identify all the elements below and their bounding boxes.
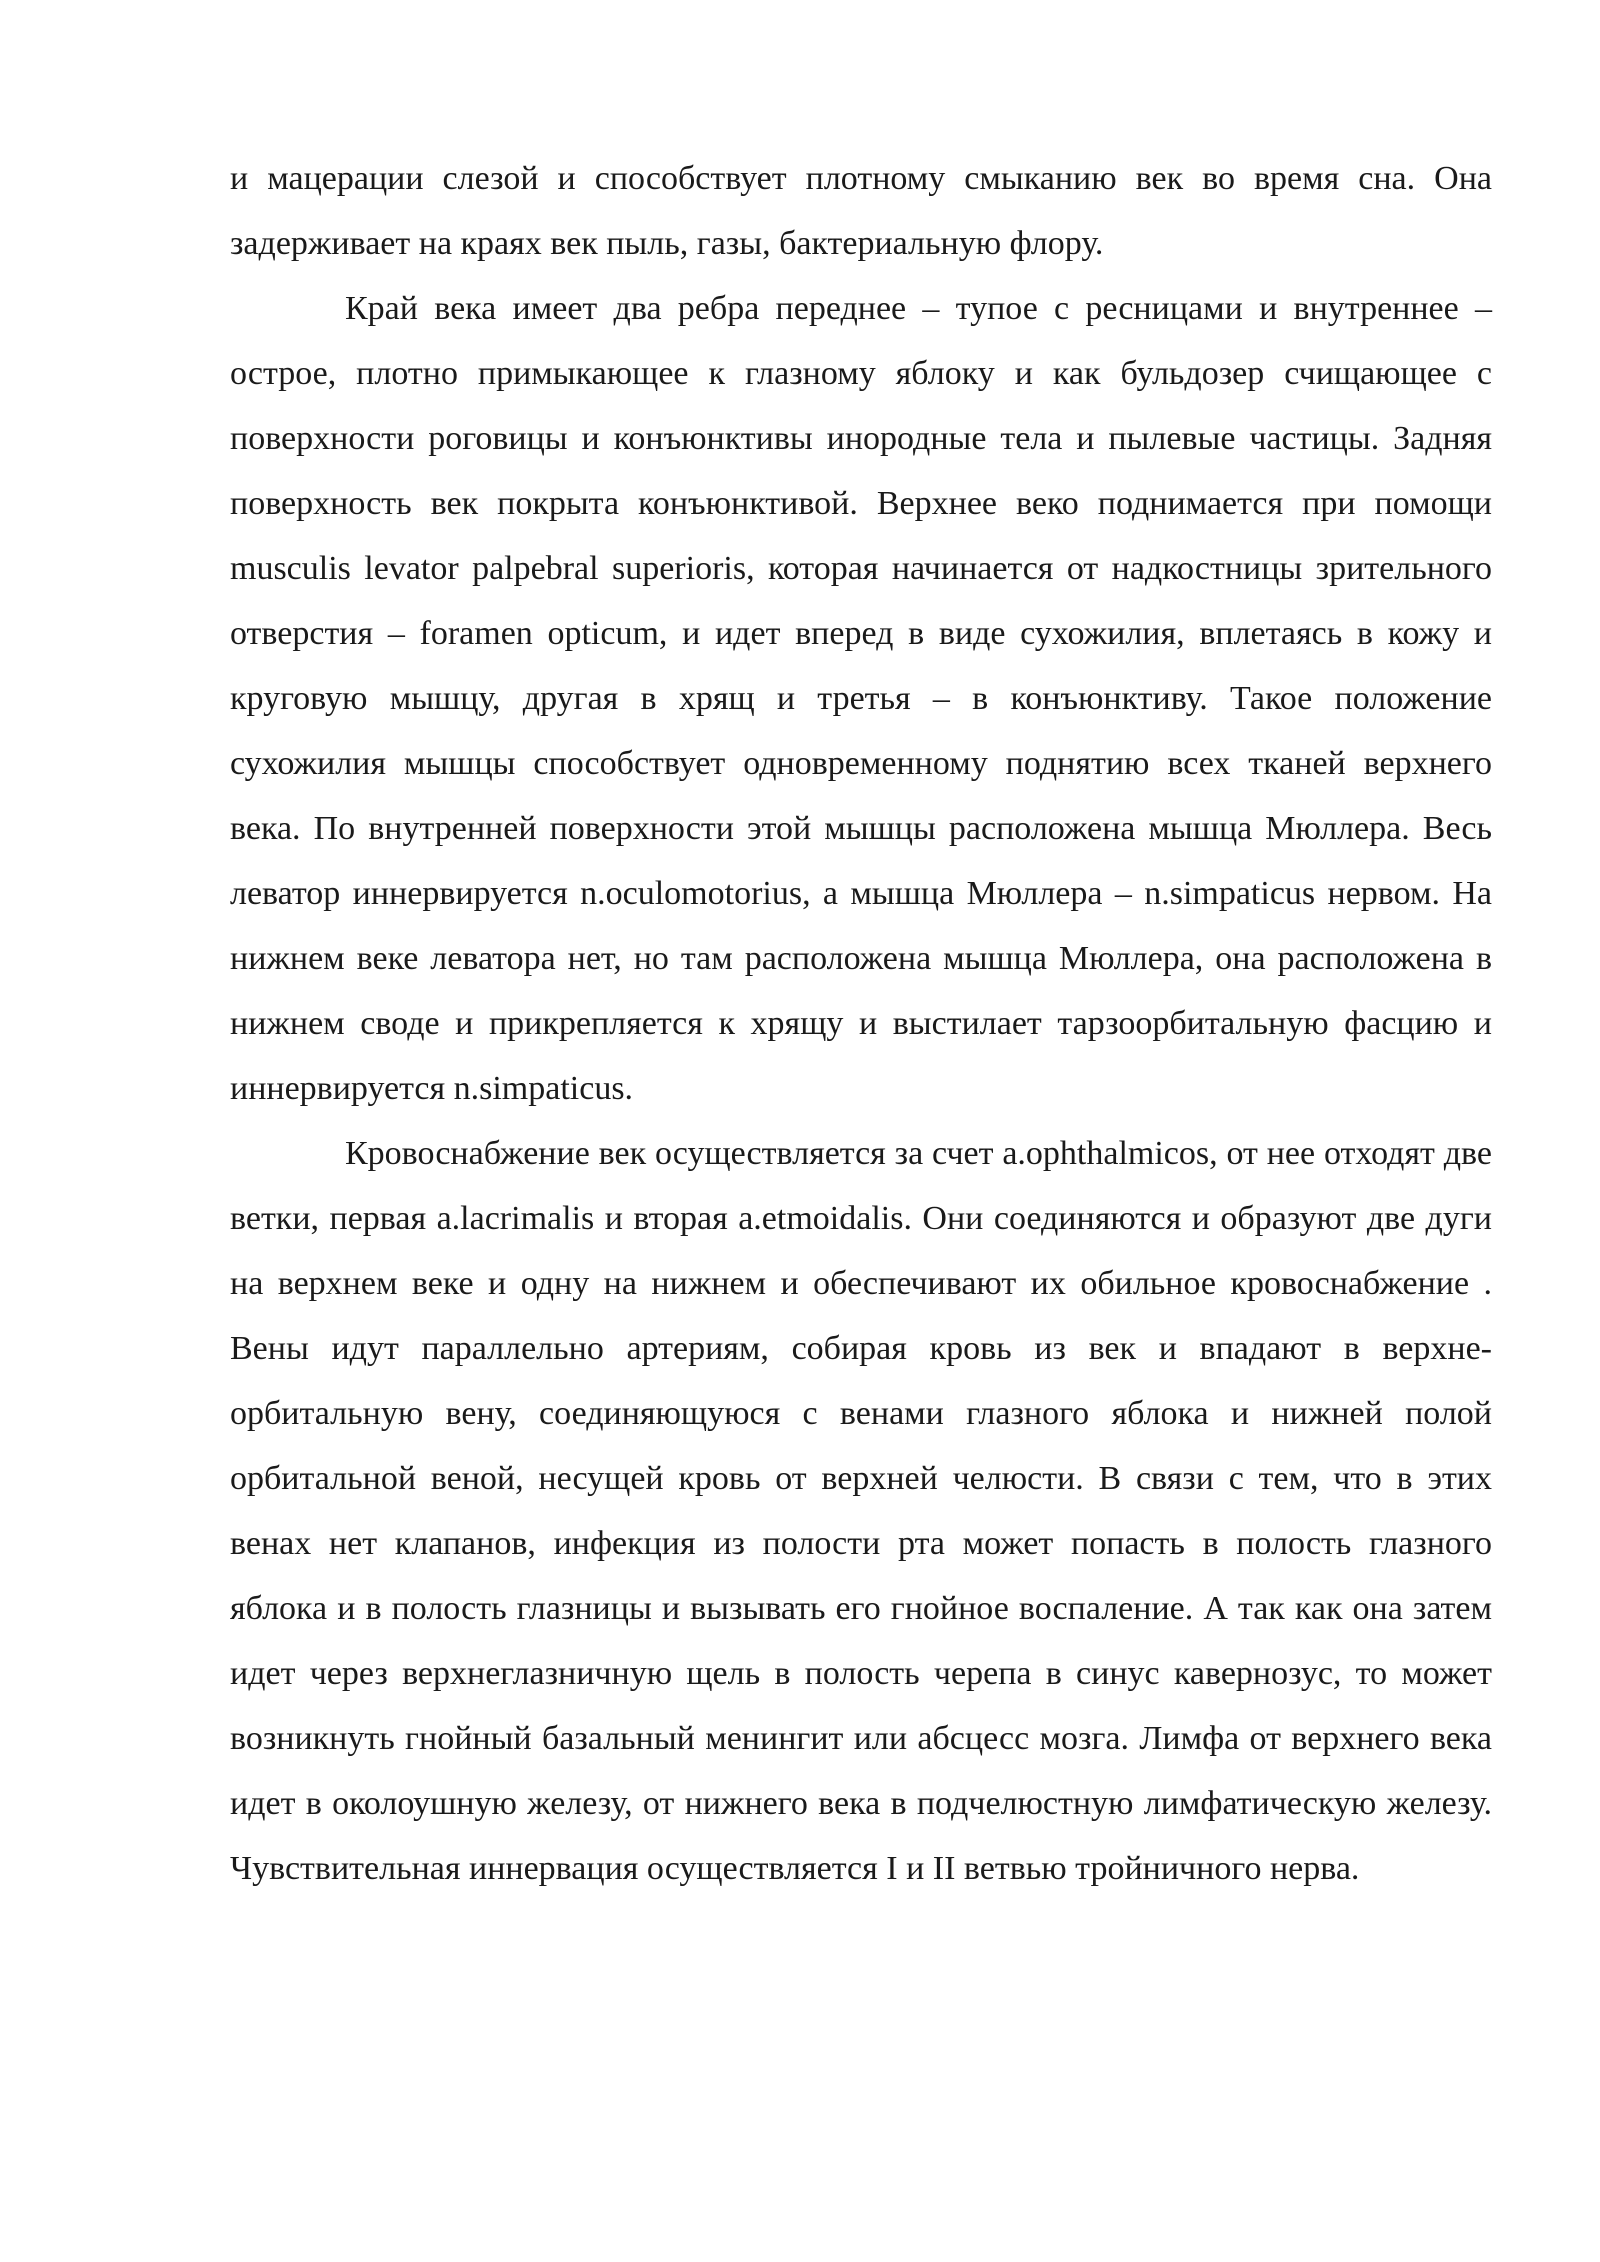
paragraph-eyelid-edge: Край века имеет два ребра переднее – тупое с ресницами и внутреннее – острое, плотно примыкающее к глазному яблоку и как бульдозер счищающее с поверхности роговицы и конъюнктивы инородные тела и пылевые частицы. Задняя поверхность век покрыта конъюнктивой. Верхнее веко поднимается при помощи musculis levator palpebral superioris, которая начинается от надкостницы зрительного отверстия – foramen opticum, и идет вперед в виде сухожилия, вплетаясь в кожу и круговую мышцу, другая в хрящ и третья – в конъюнктиву. Такое положение сухожилия мышцы способствует одновременному поднятию всех тканей верхнего века. По внутренней поверхности этой мышцы расположена мышца Мюллера. Весь леватор иннервируется n.oculomotorius, а мышца Мюллера – n.simpaticus нервом. На нижнем веке леватора нет, но там расположена мышца Мюллера, она расположена в нижнем своде и прикрепляется к хрящу и выстилает тарзоорбитальную фасцию и иннервируется n.simpaticus. xyxy=(230,290,1492,1107)
paragraph-blood-supply: Кровоснабжение век осуществляется за счет a.ophthalmicos, от нее отходят две ветки, первая a.lacrimalis и вторая a.etmoidalis. Они соединяются и образуют две дуги на верхнем веке и одну на нижнем и обеспечивают их обильное кровоснабжение . Вены идут параллельно артериям, собирая кровь из век и впадают в верхне-орбитальную вену, соединяющуюся с венами глазного яблока и нижней полой орбитальной веной, несущей кровь от верхней челюсти. В связи с тем, что в этих венах нет клапанов, инфекция из полости рта может попасть в полость глазного яблока и в полость глазницы и вызывать его гнойное воспаление. А так как она затем идет через верхнеглазничную щель в полость черепа в синус кавернозус, то может возникнуть гнойный базальный менингит или абсцесс мозга. Лимфа от верхнего века идет в околоушную железу, от нижнего века в подчелюстную лимфатическую железу. Чувствительная иннервация осуществляется I и II ветвью тройничного нерва. xyxy=(230,1135,1492,1887)
document-page xyxy=(230,146,1492,1901)
paragraph-tear-film-end: и мацерации слезой и способствует плотному смыканию век во время сна. Она задерживает на краях век пыль, газы, бактериальную флору. xyxy=(230,160,1492,262)
